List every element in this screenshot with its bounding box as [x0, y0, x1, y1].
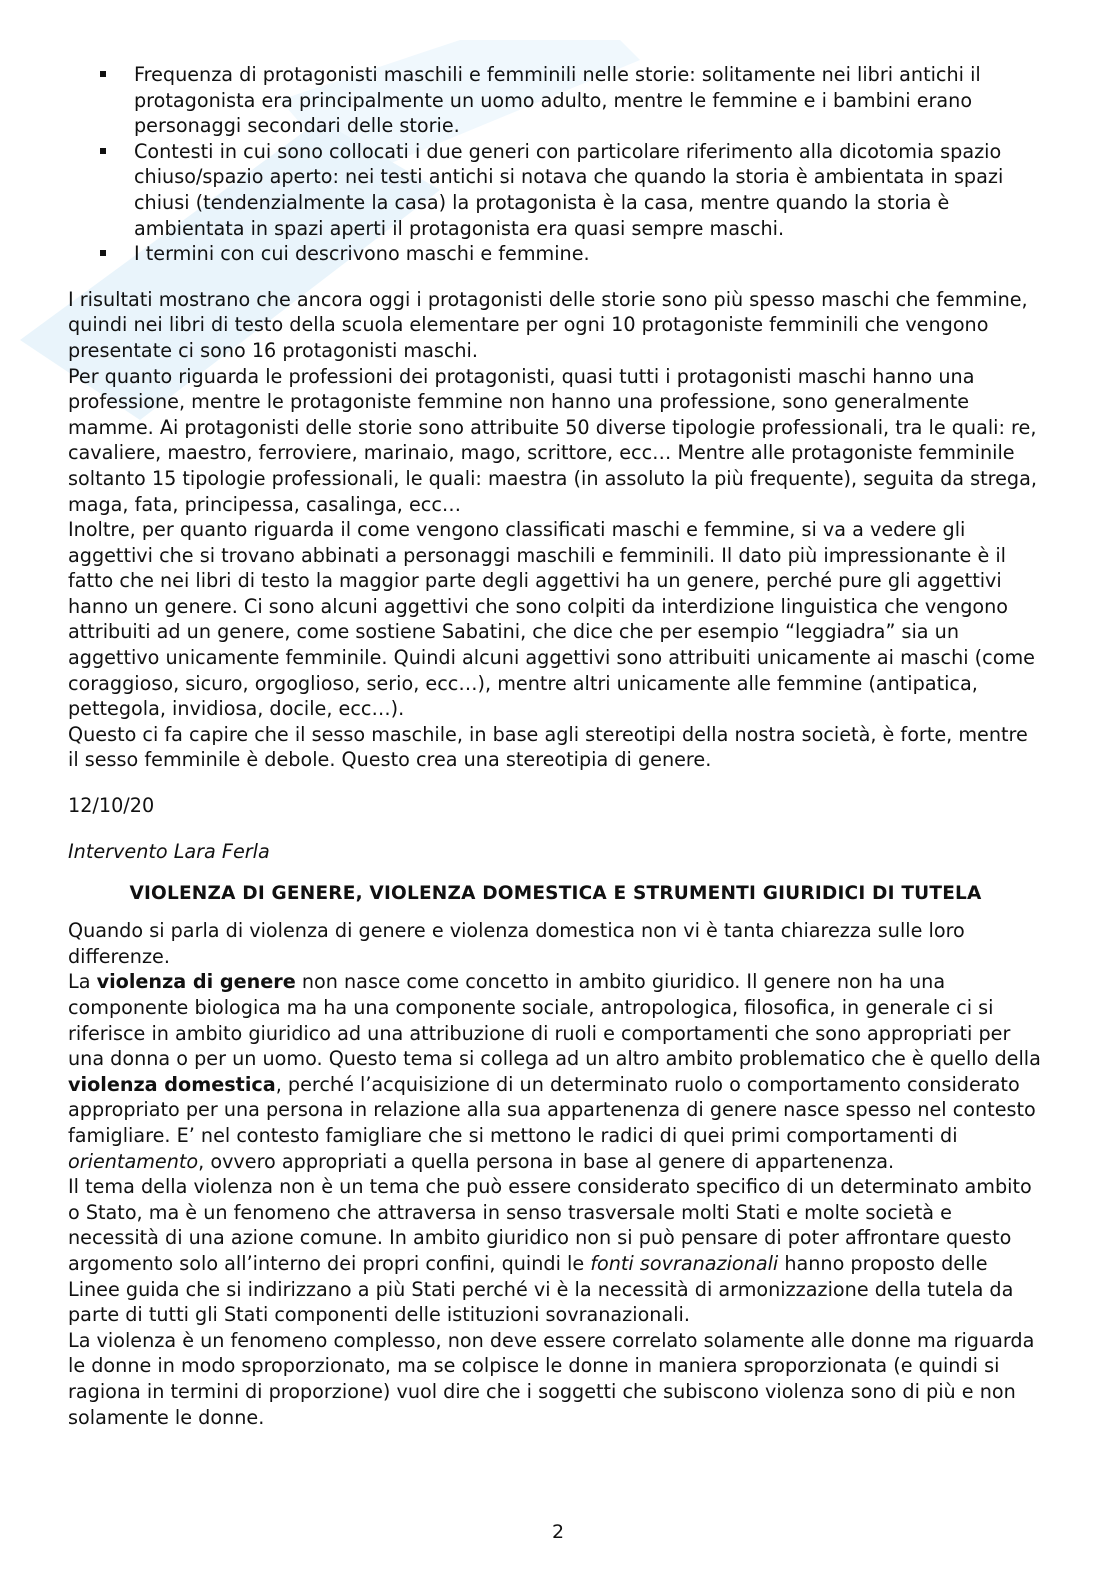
list-item: [68, 139, 1043, 241]
text-run: , perché l’acquisizione di un determinato ruolo o comportamento considerato appropriato per una persona in relazione alla sua appartenenza di genere nasce spesso nel contesto famigliare. E’ nel contesto famigliare che si mettono le radici di quei primi comportamenti di: [68, 1072, 1036, 1147]
bullet-square-icon: [100, 250, 106, 256]
bullet-square-icon: [100, 148, 106, 154]
text-run: non nasce come concetto in ambito giuridico. Il genere non ha una componente biologica ma ha una componente sociale, antropologica, filosofica, in generale ci si riferisce in ambito giuridico ad una attribuzione di ruoli e comportamenti che sono appropriati per una donna o per un uomo. Questo tema si collega ad un altro ambito problematico che è quello della: [68, 970, 1041, 1071]
bold-term: violenza domestica: [68, 1072, 276, 1096]
bullet-text: I termini con cui descrivono maschi e femmine.: [134, 242, 590, 266]
text-run: hanno proposto delle Linee guida che si indirizzano a più Stati perché vi è la necessità di armonizzazione della tutela da parte di tutti gli Stati componenti delle istituzioni sovranazionali.: [68, 1251, 1014, 1327]
paragraph: Questo ci fa capire che il sesso maschile, in base agli stereotipi della nostra società, è forte, mentre il sesso femminile è debole. Questo crea una stereotipia di genere.: [68, 722, 1028, 772]
lesson-date: 12/10/20: [68, 794, 155, 818]
paragraph: [68, 969, 1043, 1174]
bullet-text: Frequenza di protagonisti maschili e femminili nelle storie: solitamente nei libri antichi il protagonista era principalmente un uomo adulto, mentre le femmine e i bambini erano personaggi secondari delle storie.: [134, 63, 981, 138]
italic-term: fonti sovranazionali: [590, 1251, 779, 1275]
bold-term: violenza di genere: [96, 970, 296, 994]
results-section: [68, 287, 1043, 773]
violence-section: [68, 918, 1043, 1430]
paragraph: Inoltre, per quanto riguarda il come vengono classificati maschi e femmine, si va a vedere gli aggettivi che si trovano abbinati a personaggi maschili e femminili. Il dato più impressionante è il fatto che nei libri di testo la maggior parte degli aggettivi ha un genere, perché pure gli aggettivi hanno un genere. Ci sono alcuni aggettivi che sono colpiti da interdizione linguistica che vengono attribuiti ad un genere, come sostiene Sabatini, che dice che per esempio “leggiadra” sia un aggettivo unicamente femminile. Quindi alcuni aggettivi sono attribuiti unicamente ai maschi (come coraggioso, sicuro, orgoglioso, serio, ecc…), mentre altri unicamente alle femmine (antipatica, pettegola, invidiosa, docile, ecc…).: [68, 518, 1035, 721]
bullet-list: [68, 62, 1043, 267]
section-title: VIOLENZA DI GENERE, VIOLENZA DOMESTICA E STRUMENTI GIURIDICI DI TUTELA: [129, 883, 982, 905]
speaker-line: Intervento Lara Ferla: [68, 839, 270, 863]
paragraph: Per quanto riguarda le professioni dei protagonisti, quasi tutti i protagonisti maschi hanno una professione, mentre le protagoniste femmine non hanno una professione, sono generalmente mamme. Ai protagonisti delle storie sono attribuite 50 diverse tipologie professionali, tra le quali: re, cavaliere, maestro, ferroviere, marinaio, mago, scrittore, ecc… Mentre alle protagoniste femminile soltanto 15 tipologie professionali, le quali: maestra (in assoluto la più frequente), seguita da strega, maga, fata, principessa, casalinga, ecc…: [68, 364, 1037, 516]
document-page: [68, 62, 1043, 1430]
paragraph: I risultati mostrano che ancora oggi i protagonisti delle storie sono più spesso maschi che femmine, quindi nei libri di testo della scuola elementare per ogni 10 protagoniste femminili che vengono presentate ci sono 16 protagonisti maschi.: [68, 287, 1028, 362]
paragraph: [68, 1174, 1043, 1328]
text-run: Il tema della violenza non è un tema che può essere considerato specifico di un determinato ambito o Stato, ma è un fenomeno che attraversa in senso trasversale molti Stati e molte società e necessità di una azione comune. In ambito giuridico non si può pensare di poter affrontare questo argomento solo all’interno dei propri confini, quindi le: [68, 1175, 1032, 1275]
list-item: [68, 62, 1043, 139]
list-item: [68, 241, 1043, 267]
bullet-square-icon: [100, 71, 106, 77]
bullet-text: Contesti in cui sono collocati i due generi con particolare riferimento alla dicotomia spazio chiuso/spazio aperto: nei testi antichi si notava che quando la storia è ambientata in spazi chiusi (tendenzialmente la casa) la protagonista è la casa, mentre quando la storia è ambientata in spazi aperti il protagonista era quasi sempre maschi.: [134, 139, 1004, 240]
paragraph: La violenza è un fenomeno complesso, non deve essere correlato solamente alle donne ma riguarda le donne in modo sproporzionato, ma se colpisce le donne in maniera sproporzionata (e quindi si ragiona in termini di proporzione) vuol dire che i soggetti che subiscono violenza sono di più e non solamente le donne.: [68, 1328, 1035, 1429]
page-number: 2: [551, 1521, 565, 1543]
text-run: La: [68, 970, 97, 994]
text-run: , ovvero appropriati a quella persona in base al genere di appartenenza.: [198, 1149, 895, 1173]
italic-term: orientamento: [68, 1149, 199, 1173]
paragraph: Quando si parla di violenza di genere e violenza domestica non vi è tanta chiarezza sulle loro differenze.: [68, 919, 965, 968]
